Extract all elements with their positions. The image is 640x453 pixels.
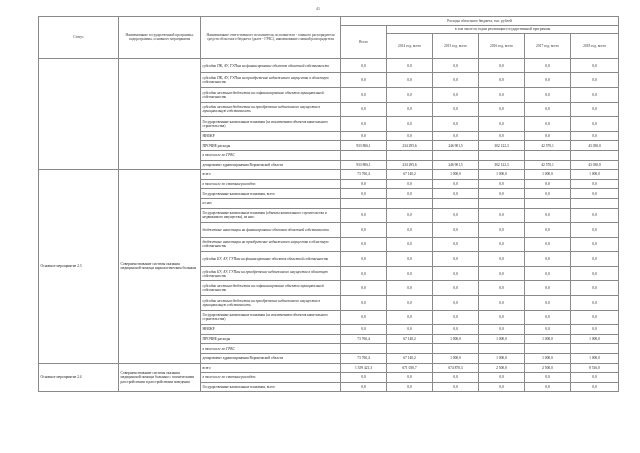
row-value — [341, 344, 387, 354]
table-row — [39, 363, 619, 373]
row-value: 0,0 — [571, 237, 619, 252]
row-value: 0,0 — [479, 325, 525, 335]
row-value: 0,0 — [387, 266, 433, 281]
row-value: 8 516,0 — [571, 363, 619, 373]
row-value: 0,0 — [433, 296, 479, 311]
row-program-name — [119, 58, 201, 169]
row-value: 0,0 — [571, 208, 619, 223]
row-value: 0,0 — [479, 179, 525, 189]
row-value: 0,0 — [479, 208, 525, 223]
row-description: субсидии БУ, АУ, ГУПам на финансирование объектов областной собственности — [201, 252, 341, 267]
row-value: 43 030,0 — [571, 141, 619, 151]
row-description: субсидии местным бюджетам на приобретение недвижимого имущества в муниципальную собственность — [201, 102, 341, 117]
row-value: 1 000,0 — [479, 334, 525, 344]
row-value — [571, 344, 619, 354]
row-value: 0,0 — [525, 102, 571, 117]
row-value — [341, 150, 387, 160]
row-value — [525, 150, 571, 160]
row-value: 0,0 — [341, 281, 387, 296]
row-value: 0,0 — [525, 223, 571, 238]
row-value — [387, 150, 433, 160]
row-value: 73 760,4 — [341, 354, 387, 364]
row-value: 0,0 — [387, 310, 433, 325]
row-value: 0,0 — [571, 325, 619, 335]
row-value: 0,0 — [387, 131, 433, 141]
row-value: 234 295,6 — [387, 141, 433, 151]
row-value — [433, 198, 479, 208]
row-description: Государственные капитальные вложения, всего — [201, 382, 341, 392]
row-value: 0,0 — [479, 266, 525, 281]
row-value: 0,0 — [525, 179, 571, 189]
row-value: 1 000,0 — [433, 334, 479, 344]
row-value: 0,0 — [479, 373, 525, 383]
row-value: 0,0 — [341, 237, 387, 252]
row-value: 0,0 — [387, 73, 433, 88]
header-year: 2016 год, всего — [479, 34, 525, 59]
row-value: 0,0 — [479, 87, 525, 102]
row-value: 1 000,0 — [479, 354, 525, 364]
row-value: 0,0 — [433, 310, 479, 325]
row-value: 246 901,5 — [433, 160, 479, 170]
row-description: департамент здравоохранения Воронежской области — [201, 354, 341, 364]
header-executor: Наименование ответственного исполнителя, исполнителя - главного распорядителя средств областного бюджета (далее - ГРБС), наименование главной распорядителя — [201, 17, 341, 59]
row-value: 1 000,0 — [479, 170, 525, 180]
row-value: 0,0 — [341, 382, 387, 392]
row-value: 0,0 — [479, 310, 525, 325]
row-description: НИОКР — [201, 325, 341, 335]
row-value: 0,0 — [571, 223, 619, 238]
row-value: 0,0 — [433, 179, 479, 189]
row-value: 42 570,1 — [525, 160, 571, 170]
row-description: субсидии местным бюджетам на софинансирование объектов муниципальной собственности — [201, 87, 341, 102]
row-value: 0,0 — [479, 223, 525, 238]
header-year: 2015 год, всего — [433, 34, 479, 59]
row-value: 0,0 — [571, 102, 619, 117]
row-description: субсидии БУ, АУ, ГУПам на приобретение недвижимого имущества в областную собственность — [201, 266, 341, 281]
row-value: 0,0 — [341, 266, 387, 281]
row-value: 246 901,5 — [433, 141, 479, 151]
row-value: 1 000,0 — [525, 354, 571, 364]
row-value: 0,0 — [341, 73, 387, 88]
row-value: 0,0 — [341, 373, 387, 383]
row-value: 1 000,0 — [433, 354, 479, 364]
row-description: Государственные капитальные вложения, всего — [201, 189, 341, 199]
row-value: 0,0 — [387, 102, 433, 117]
row-value — [479, 344, 525, 354]
row-description: НИОКР — [201, 131, 341, 141]
row-value: 2 500,0 — [525, 363, 571, 373]
row-value: 0,0 — [387, 325, 433, 335]
row-status — [39, 58, 119, 169]
row-value — [571, 150, 619, 160]
row-status: Основное мероприятие 2.4 — [39, 363, 119, 392]
row-value: 1 359 421,3 — [341, 363, 387, 373]
row-value: 234 295,6 — [387, 160, 433, 170]
row-value: 0,0 — [571, 296, 619, 311]
row-program-name: Совершенствование системы оказания медицинской помощи больным с психическими расстройствами и расстройствами поведения — [119, 363, 201, 392]
row-description: всего — [201, 170, 341, 180]
header-total: Всего — [341, 25, 387, 58]
row-value: 0,0 — [433, 237, 479, 252]
row-value: 0,0 — [571, 373, 619, 383]
row-value: 0,0 — [433, 208, 479, 223]
row-value: 0,0 — [387, 281, 433, 296]
row-value: 0,0 — [571, 87, 619, 102]
row-value: 0,0 — [479, 131, 525, 141]
header-status: Статус — [39, 17, 119, 59]
row-value: 0,0 — [479, 382, 525, 392]
row-value: 0,0 — [525, 373, 571, 383]
row-value: 674 870,3 — [433, 363, 479, 373]
row-value: 0,0 — [341, 58, 387, 73]
row-value: 1 000,0 — [571, 334, 619, 344]
row-value: 0,0 — [387, 58, 433, 73]
row-value: 0,0 — [479, 281, 525, 296]
row-value: 302 122,3 — [479, 160, 525, 170]
row-description: в том числе по статьям расходов: — [201, 373, 341, 383]
row-description: Государственные капитальные вложения (объекты капитального строительства и недвижимого имущества), из них: — [201, 208, 341, 223]
row-program-name: Совершенствование системы оказания медицинской помощи наркологическим больным — [119, 170, 201, 364]
row-value: 0,0 — [479, 252, 525, 267]
row-description: в том числе по ГРБС — [201, 344, 341, 354]
row-value: 0,0 — [525, 87, 571, 102]
row-value: 0,0 — [479, 102, 525, 117]
row-value: 0,0 — [571, 266, 619, 281]
row-value — [433, 150, 479, 160]
row-value: 0,0 — [433, 252, 479, 267]
row-value: 0,0 — [341, 223, 387, 238]
row-value: 0,0 — [387, 296, 433, 311]
row-value: 1 000,0 — [571, 354, 619, 364]
row-description: бюджетные инвестиции на приобретение недвижимого имущества в областную собственность — [201, 237, 341, 252]
row-value: 2 500,0 — [479, 363, 525, 373]
row-description: Государственные капитальные вложения (за исключением объектов капитального строительства) — [201, 117, 341, 132]
header-incl-years: в том числе по годам реализации государственной программы — [387, 25, 619, 34]
row-value: 0,0 — [433, 281, 479, 296]
row-value — [571, 198, 619, 208]
row-value: 0,0 — [571, 131, 619, 141]
row-value: 0,0 — [571, 117, 619, 132]
row-value: 0,0 — [341, 131, 387, 141]
header-expenses-title: Расходы областного бюджета, тыс. рублей — [341, 17, 619, 26]
row-value: 0,0 — [479, 189, 525, 199]
table-row — [39, 58, 619, 73]
row-value: 0,0 — [433, 325, 479, 335]
row-value — [387, 344, 433, 354]
row-value: 0,0 — [525, 252, 571, 267]
budget-table — [38, 16, 619, 392]
row-value: 0,0 — [525, 208, 571, 223]
row-value: 0,0 — [433, 73, 479, 88]
row-value: 73 760,4 — [341, 334, 387, 344]
row-value: 0,0 — [433, 87, 479, 102]
row-description: департамент здравоохранения Воронежской области — [201, 160, 341, 170]
row-value: 0,0 — [341, 179, 387, 189]
row-description: Государственные капитальные вложения (за исключением объектов капитального строительства) — [201, 310, 341, 325]
row-value: 0,0 — [433, 58, 479, 73]
row-value: 0,0 — [341, 87, 387, 102]
row-value: 0,0 — [387, 382, 433, 392]
row-value: 0,0 — [571, 252, 619, 267]
row-value: 0,0 — [387, 189, 433, 199]
row-value: 0,0 — [341, 252, 387, 267]
table-body — [39, 58, 619, 392]
row-value: 0,0 — [387, 223, 433, 238]
row-value: 67 140,2 — [387, 334, 433, 344]
row-value: 0,0 — [571, 310, 619, 325]
row-value: 0,0 — [479, 58, 525, 73]
row-value: 0,0 — [433, 382, 479, 392]
row-value: 0,0 — [571, 73, 619, 88]
row-value: 0,0 — [525, 73, 571, 88]
row-value: 0,0 — [387, 252, 433, 267]
row-value: 0,0 — [525, 117, 571, 132]
row-value: 0,0 — [341, 189, 387, 199]
row-value: 302 122,3 — [479, 141, 525, 151]
row-description: ПРОЧИЕ расходы — [201, 334, 341, 344]
row-description: субсидии местным бюджетам на софинансирование объектов муниципальной собственности — [201, 281, 341, 296]
row-value: 0,0 — [571, 281, 619, 296]
row-value: 0,0 — [387, 179, 433, 189]
row-value: 0,0 — [387, 117, 433, 132]
table-row — [39, 170, 619, 180]
row-value: 933 806,1 — [341, 141, 387, 151]
row-value: 1 000,0 — [571, 170, 619, 180]
row-value: 0,0 — [571, 382, 619, 392]
header-year: 2017 год, всего — [525, 34, 571, 59]
row-value — [341, 198, 387, 208]
row-value: 0,0 — [341, 117, 387, 132]
row-value: 0,0 — [525, 58, 571, 73]
row-description: из них — [201, 198, 341, 208]
row-value: 0,0 — [479, 296, 525, 311]
row-value: 73 760,4 — [341, 170, 387, 180]
row-value: 0,0 — [433, 373, 479, 383]
row-value: 0,0 — [433, 189, 479, 199]
header-program-name: Наименование государственной программы, подпрограммы, основного мероприятия — [119, 17, 201, 59]
row-value: 0,0 — [525, 237, 571, 252]
row-value: 0,0 — [341, 310, 387, 325]
page-number: 41 — [316, 6, 320, 11]
row-value: 0,0 — [387, 237, 433, 252]
row-value: 0,0 — [433, 223, 479, 238]
row-description: в том числе по статьям расходов: — [201, 179, 341, 189]
row-value: 0,0 — [433, 102, 479, 117]
row-value: 0,0 — [433, 266, 479, 281]
row-value: 0,0 — [341, 325, 387, 335]
header-year: 2014 год, всего — [387, 34, 433, 59]
row-value: 1 000,0 — [433, 170, 479, 180]
row-value: 42 570,1 — [525, 141, 571, 151]
row-description: бюджетные инвестиции на финансирование объектов областной собственности — [201, 223, 341, 238]
row-description: субсидии ПК, АУ, ГУПам на финансирование объектов областной собственности — [201, 58, 341, 73]
row-value: 0,0 — [433, 131, 479, 141]
row-value: 0,0 — [341, 296, 387, 311]
row-value: 0,0 — [571, 189, 619, 199]
row-value: 0,0 — [525, 131, 571, 141]
row-value: 43 030,0 — [571, 160, 619, 170]
row-value: 1 000,0 — [525, 170, 571, 180]
row-value — [525, 344, 571, 354]
row-description: в том числе по ГРБС — [201, 150, 341, 160]
row-value: 0,0 — [341, 102, 387, 117]
row-value: 0,0 — [571, 179, 619, 189]
row-description: субсидии местным бюджетам на приобретение недвижимого имущества в муниципальную собственность — [201, 296, 341, 311]
row-value: 0,0 — [479, 117, 525, 132]
row-description: субсидии ПК, АУ, ГУПам на приобретение недвижимого имущества в областную собственность — [201, 73, 341, 88]
row-value: 0,0 — [387, 373, 433, 383]
row-value: 0,0 — [525, 325, 571, 335]
row-value: 0,0 — [479, 237, 525, 252]
row-value: 1 000,0 — [525, 334, 571, 344]
row-value: 0,0 — [525, 310, 571, 325]
row-value: 67 140,2 — [387, 354, 433, 364]
row-value: 0,0 — [525, 382, 571, 392]
row-value: 0,0 — [525, 189, 571, 199]
row-status: Основное мероприятие 2.3 — [39, 170, 119, 364]
row-value: 0,0 — [341, 208, 387, 223]
row-value — [479, 198, 525, 208]
row-value — [525, 198, 571, 208]
row-value — [479, 150, 525, 160]
row-value: 0,0 — [479, 73, 525, 88]
row-description: всего — [201, 363, 341, 373]
row-value: 0,0 — [387, 208, 433, 223]
row-value — [387, 198, 433, 208]
row-description: ПРОЧИЕ расходы — [201, 141, 341, 151]
row-value: 67 140,2 — [387, 170, 433, 180]
row-value: 933 806,1 — [341, 160, 387, 170]
row-value: 0,0 — [433, 117, 479, 132]
row-value: 0,0 — [387, 87, 433, 102]
row-value: 0,0 — [525, 281, 571, 296]
row-value: 0,0 — [525, 296, 571, 311]
header-year: 2018 год, всего — [571, 34, 619, 59]
row-value — [433, 344, 479, 354]
row-value: 0,0 — [525, 266, 571, 281]
row-value: 671 030,7 — [387, 363, 433, 373]
row-value: 0,0 — [571, 58, 619, 73]
